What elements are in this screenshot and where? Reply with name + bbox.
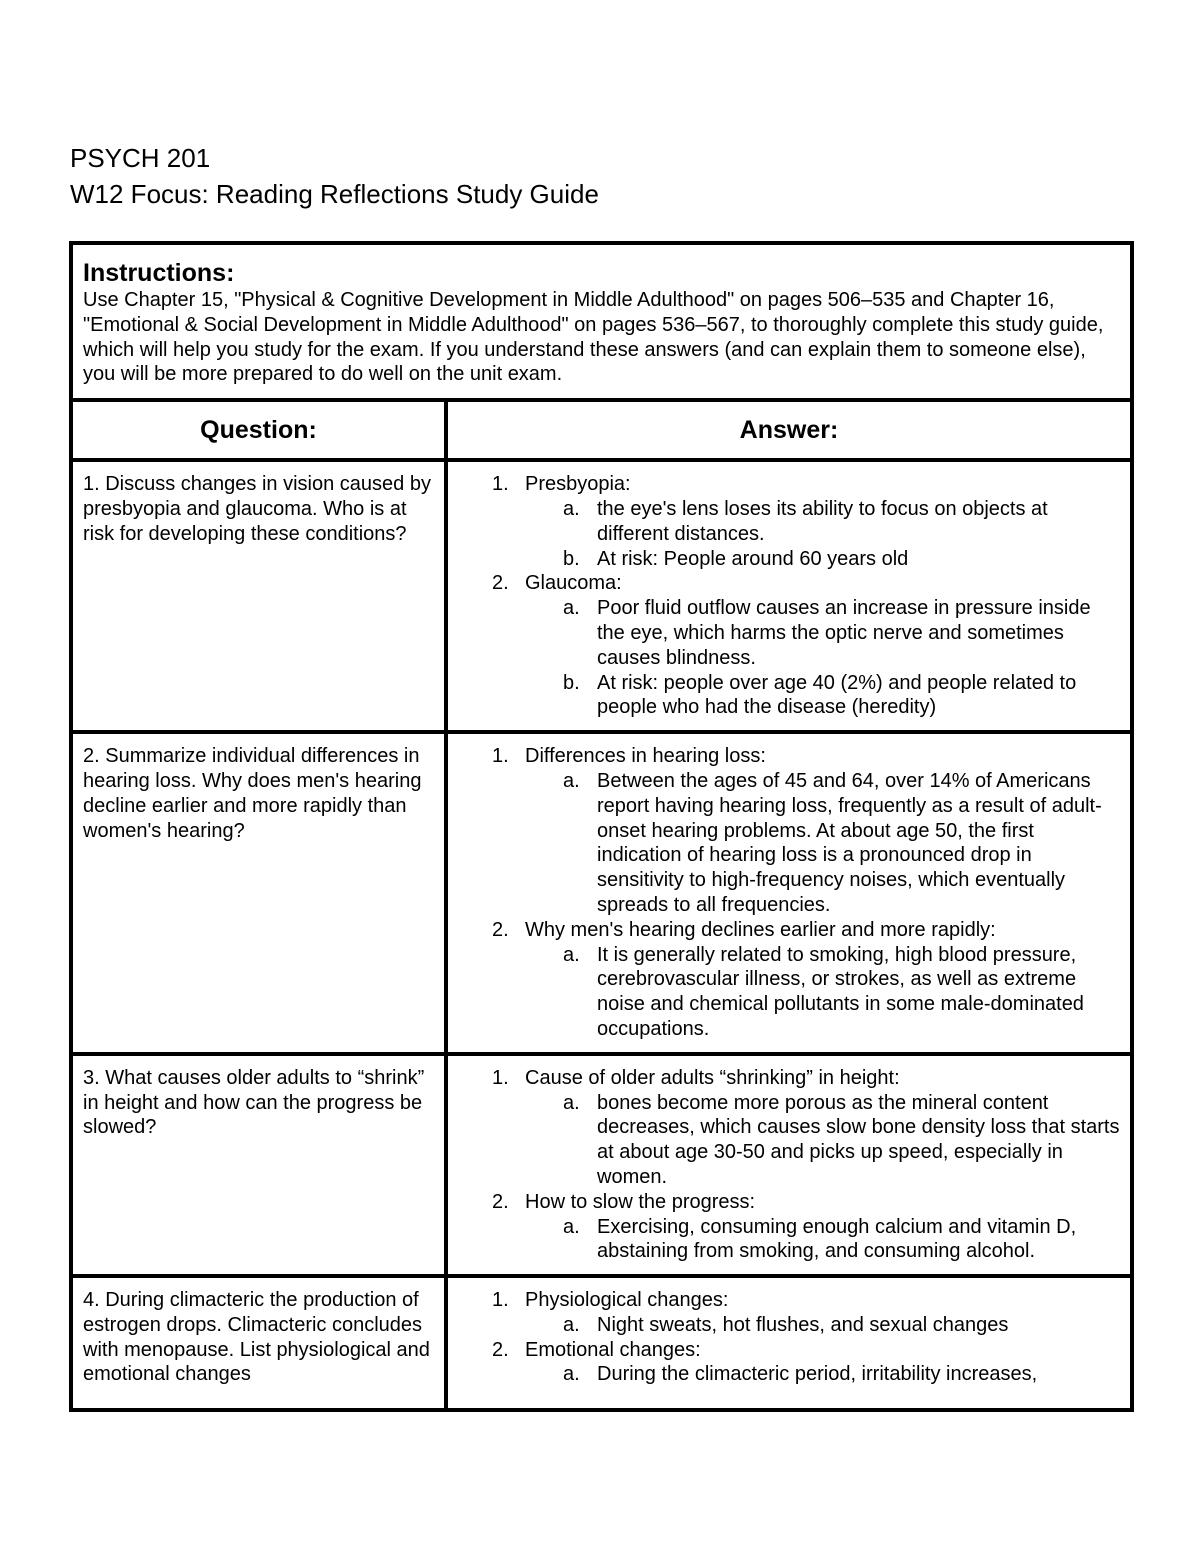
answer-subitem-text: Between the ages of 45 and 64, over 14% of Americans report having hearing loss, frequently as a result of adult-onset hearing problems. At about age 50, the first indication of hearing loss is a pronounced drop in sensitivity to high-frequency noises, which eventually spreads to all frequencies.: [597, 769, 1102, 916]
question-cell: 3. What causes older adults to “shrink” in height and how can the progress be slowed?: [71, 1054, 446, 1276]
answer-item: [458, 472, 1120, 571]
document-header: [70, 140, 599, 212]
answer-list: [458, 744, 1120, 1042]
answer-subitem: [458, 1091, 1120, 1190]
answer-subitem-text: During the climacteric period, irritability increases,: [597, 1363, 1038, 1386]
answer-item-number: 2.: [492, 918, 509, 941]
answer-item: [458, 918, 1120, 1042]
answer-subitem-letter: b.: [563, 671, 580, 694]
answer-list: [458, 472, 1120, 720]
answer-subitem: [458, 547, 1120, 572]
answer-cell: [446, 1276, 1132, 1410]
answer-cell: [446, 1054, 1132, 1276]
question-cell: 4. During climacteric the production of estrogen drops. Climacteric concludes with menopause. List physiological and emotional changes: [71, 1276, 446, 1410]
answer-sublist: [458, 1091, 1120, 1190]
answer-item: [458, 571, 1120, 720]
answer-subitem: [458, 596, 1120, 670]
answer-subitem-letter: a.: [563, 597, 580, 620]
answer-subitem-text: At risk: people over age 40 (2%) and people related to people who had the disease (heredity): [597, 671, 1077, 719]
question-column-header: Question:: [71, 400, 446, 460]
table-row: [71, 460, 1132, 732]
document-title: W12 Focus: Reading Reflections Study Guide: [70, 179, 599, 209]
study-guide-table: [69, 241, 1134, 1412]
answer-item-number: 1.: [492, 1289, 509, 1312]
answer-subitem-letter: a.: [563, 943, 580, 966]
answer-item: [458, 744, 1120, 918]
instructions-cell: [71, 243, 1132, 400]
column-header-row: [71, 400, 1132, 460]
answer-subitem: [458, 1215, 1120, 1265]
answer-subitem-letter: a.: [563, 1091, 580, 1114]
question-cell: 2. Summarize individual differences in hearing loss. Why does men's hearing decline earlier and more rapidly than women's hearing?: [71, 732, 446, 1054]
answer-subitem-letter: a.: [563, 497, 580, 520]
answer-subitem-text: bones become more porous as the mineral content decreases, which causes slow bone density loss that starts at about age 30-50 and picks up speed, especially in women.: [597, 1091, 1120, 1188]
instructions-label: Instructions:: [83, 259, 235, 287]
answer-item: [458, 1288, 1120, 1338]
instructions-text: Use Chapter 15, "Physical & Cognitive Development in Middle Adulthood" on pages 506–535 and Chapter 16, "Emotional & Social Development in Middle Adulthood" on pages 536–567, to thoroughly complete this study guide, which will help you study for the exam. If you understand these answers (and can explain them to someone else), you will be more prepared to do well on the unit exam.: [83, 289, 1104, 386]
answer-item-number: 1.: [492, 1066, 509, 1089]
answer-subitem: [458, 943, 1120, 1042]
answer-list: [458, 1066, 1120, 1264]
answer-cell: [446, 732, 1132, 1054]
answer-sublist: [458, 769, 1120, 918]
instructions-row: [71, 243, 1132, 400]
answer-item-text: Presbyopia:: [525, 473, 631, 496]
answer-subitem-text: It is generally related to smoking, high blood pressure, cerebrovascular illness, or strokes, as well as extreme noise and chemical pollutants in some male-dominated occupations.: [597, 943, 1084, 1040]
answer-sublist: [458, 1313, 1120, 1338]
answer-subitem-letter: b.: [563, 547, 580, 570]
answer-item-number: 1.: [492, 745, 509, 768]
answer-item-text: How to slow the progress:: [525, 1190, 756, 1213]
answer-cell: [446, 460, 1132, 732]
answer-subitem-letter: a.: [563, 1363, 580, 1386]
answer-item-number: 2.: [492, 1190, 509, 1213]
answer-subitem-text: Poor fluid outflow causes an increase in pressure inside the eye, which harms the optic nerve and sometimes causes blindness.: [597, 597, 1091, 669]
answer-subitem-text: At risk: People around 60 years old: [597, 547, 909, 570]
answer-item-number: 1.: [492, 473, 509, 496]
answer-item-text: Differences in hearing loss:: [525, 745, 766, 768]
answer-column-header: Answer:: [446, 400, 1132, 460]
answer-item-text: Emotional changes:: [525, 1338, 701, 1361]
table-row: [71, 732, 1132, 1054]
answer-subitem-text: Night sweats, hot flushes, and sexual changes: [597, 1313, 1009, 1336]
answer-item-text: Cause of older adults “shrinking” in height:: [525, 1066, 900, 1089]
answer-sublist: [458, 1362, 1120, 1387]
answer-subitem: [458, 769, 1120, 918]
answer-subitem-letter: a.: [563, 1313, 580, 1336]
answer-subitem: [458, 497, 1120, 547]
answer-item-number: 2.: [492, 572, 509, 595]
answer-item: [458, 1338, 1120, 1388]
answer-sublist: [458, 497, 1120, 571]
answer-subitem: [458, 671, 1120, 721]
answer-list: [458, 1288, 1120, 1387]
answer-item-text: Glaucoma:: [525, 572, 622, 595]
answer-sublist: [458, 596, 1120, 720]
table-row: [71, 1054, 1132, 1276]
answer-subitem-text: the eye's lens loses its ability to focus on objects at different distances.: [597, 497, 1048, 545]
answer-item: [458, 1190, 1120, 1264]
answer-item-text: Physiological changes:: [525, 1289, 729, 1312]
answer-subitem-letter: a.: [563, 769, 580, 792]
answer-item-number: 2.: [492, 1338, 509, 1361]
table-row: [71, 1276, 1132, 1410]
answer-sublist: [458, 1215, 1120, 1265]
course-code: PSYCH 201: [70, 143, 211, 173]
answer-subitem: [458, 1362, 1120, 1387]
answer-subitem-text: Exercising, consuming enough calcium and vitamin D, abstaining from smoking, and consuming alcohol.: [597, 1215, 1077, 1263]
answer-subitem: [458, 1313, 1120, 1338]
answer-sublist: [458, 943, 1120, 1042]
answer-subitem-letter: a.: [563, 1215, 580, 1238]
answer-item-text: Why men's hearing declines earlier and more rapidly:: [525, 918, 996, 941]
answer-item: [458, 1066, 1120, 1190]
question-cell: 1. Discuss changes in vision caused by presbyopia and glaucoma. Who is at risk for developing these conditions?: [71, 460, 446, 732]
